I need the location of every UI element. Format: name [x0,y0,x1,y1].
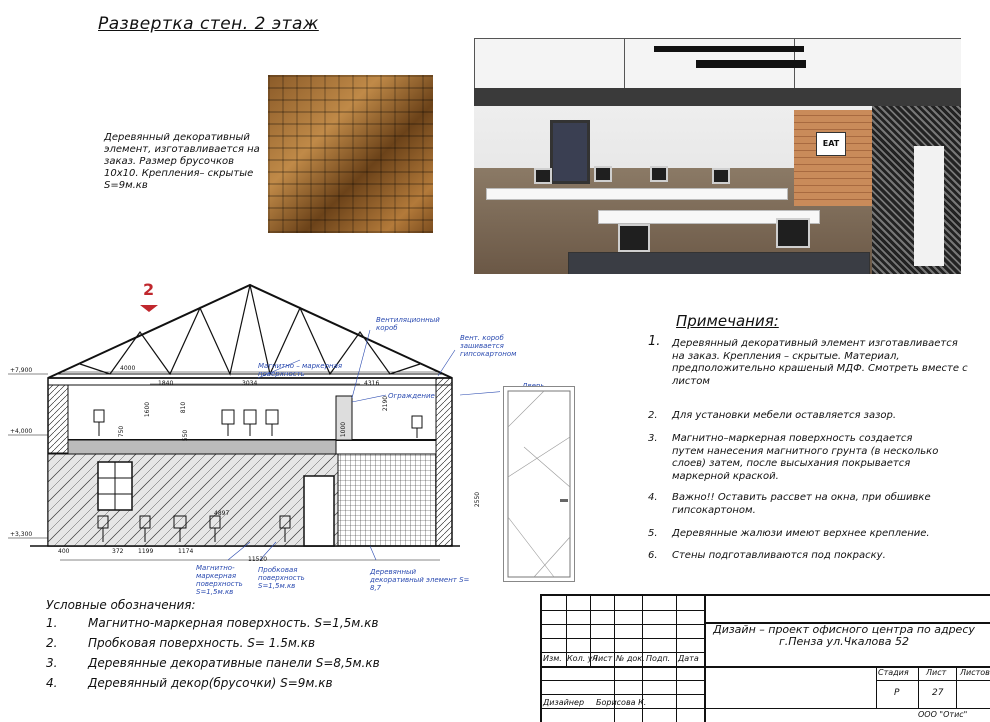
legend-number: 3. [46,656,58,670]
legend-text: Деревянные декоративные панели S=8,5м.кв [88,656,380,670]
render-sign: EAT [816,132,846,156]
note-text: Важно!! Оставить рассвет на окна, при обшивке гипсокартоном. [672,492,931,516]
dim-label: 1000 [340,421,348,438]
callout-magnetic-surface: Магнитно – маркерная поверхность [258,362,343,378]
dim-label: 750 [118,425,126,438]
title-block [540,594,990,722]
callout-wood-element: Деревянный декоративный элемент S= 8,7 [370,568,470,592]
notes-title: Примечания: [676,312,779,330]
dim-label: 11520 [248,556,268,563]
stamp-header: Подп. [646,654,671,663]
sheets-label: Листов [960,668,990,677]
callout-magnetic-area: Магнитно-маркерная поверхность S=1,5м.кв [196,564,243,596]
dim-label: 4897 [214,510,230,517]
stamp-header: № док. [616,654,645,663]
legend-title: Условные обозначения: [46,598,196,612]
note-item-5 [648,528,972,541]
stamp-header: Дата [678,654,699,663]
level-label: +4,000 [10,428,33,435]
wood-decor-note: Деревянный декоративный элемент, изготавливается на заказ. Размер брусочков 10х10. Крепления– скрытые S=9м.кв [104,132,260,191]
dim-label: 1174 [178,548,194,555]
legend-item [46,616,378,630]
section-marker-number: 2 [143,280,155,299]
sheet-number: 27 [932,688,944,698]
level-label: +3,300 [10,531,33,538]
stamp-header: Изм. [543,654,562,663]
level-label: +7,900 [10,367,33,374]
section-marker-icon [140,305,158,312]
legend-item [46,656,380,670]
note-item-4 [648,492,942,517]
office-render-image [474,38,961,274]
note-text: Магнитно–маркерная поверхность создается путем нанесения магнитного грунта (в несколько слоев) затем, после высыхания покрывается маркерной краской. [672,433,939,482]
stamp-header: Кол. уч [567,654,598,663]
callout-door: Дверь [522,382,545,390]
callout-vent-box: Вентиляционный короб [376,316,440,332]
note-number: 4. [648,492,658,503]
dim-label: 400 [58,548,70,555]
note-number: 2. [648,410,658,421]
note-number: 5. [648,528,658,539]
dim-label: 1600 [144,401,152,418]
callout-cork-area: Пробковая поверхность S=1,5м.кв [258,566,305,590]
legend-number: 4. [46,676,58,690]
legend-number: 1. [46,616,58,630]
note-text: Деревянный декоративный элемент изготавливается на заказ. Крепления – скрытые. Материал, предположительно крашеный МДФ. Смотреть вместе с листом [672,338,968,387]
legend-text: Пробковая поверхность. S= 1.5м.кв [88,636,316,650]
dim-label: 1840 [158,380,174,387]
door-drawing [503,386,575,582]
dim-label: 2550 [474,491,482,508]
legend-item [46,676,333,690]
designer-label: Дизайнер [543,698,585,707]
page-title: Развертка стен. 2 этаж [98,14,319,34]
company-name: ООО "Отис" [918,710,968,719]
callout-vent-box-drywall: Вент. короб зашивается гипсокартоном [460,334,517,358]
legend-text: Магнитно-маркерная поверхность. S=1,5м.кв [88,616,379,630]
project-name: Дизайн – проект офисного центра по адресу г.Пенза ул.Чкалова 52 [713,623,975,648]
dim-label: 550 [182,429,190,442]
note-text: Для установки мебели оставляется зазор. [672,410,897,421]
note-item-2 [648,410,972,423]
dim-label: 1199 [138,548,154,555]
sheet-label: Лист [926,668,947,677]
dim-label: 810 [180,401,188,414]
note-number: 6. [648,550,658,561]
note-text: Деревянные жалюзи имеют верхнее крепление. [672,528,930,539]
note-item-1 [648,334,972,388]
note-item-6 [648,550,972,563]
legend-text: Деревянный декор(брусочки) S=9м.кв [88,676,333,690]
dim-label: 2190 [382,395,390,412]
legend-item [46,636,315,650]
stage-label: Стадия [878,668,909,677]
wood-decor-photo [268,75,433,233]
callout-railing: Ограждение [388,392,435,400]
designer-name: Борисова К. [596,698,647,707]
stamp-header: Лист [592,654,613,663]
dim-label: 372 [112,548,124,555]
dim-label: 4000 [120,365,136,372]
note-item-3 [648,433,942,483]
dim-label: 4316 [364,380,380,387]
legend-number: 2. [46,636,58,650]
note-number: 3. [648,433,658,444]
note-number: 1. [648,334,661,349]
door-handle-icon [560,499,568,502]
stage-value: Р [894,688,900,698]
note-text: Стены подготавливаются под покраску. [672,550,886,561]
dim-label: 3034 [242,380,258,387]
